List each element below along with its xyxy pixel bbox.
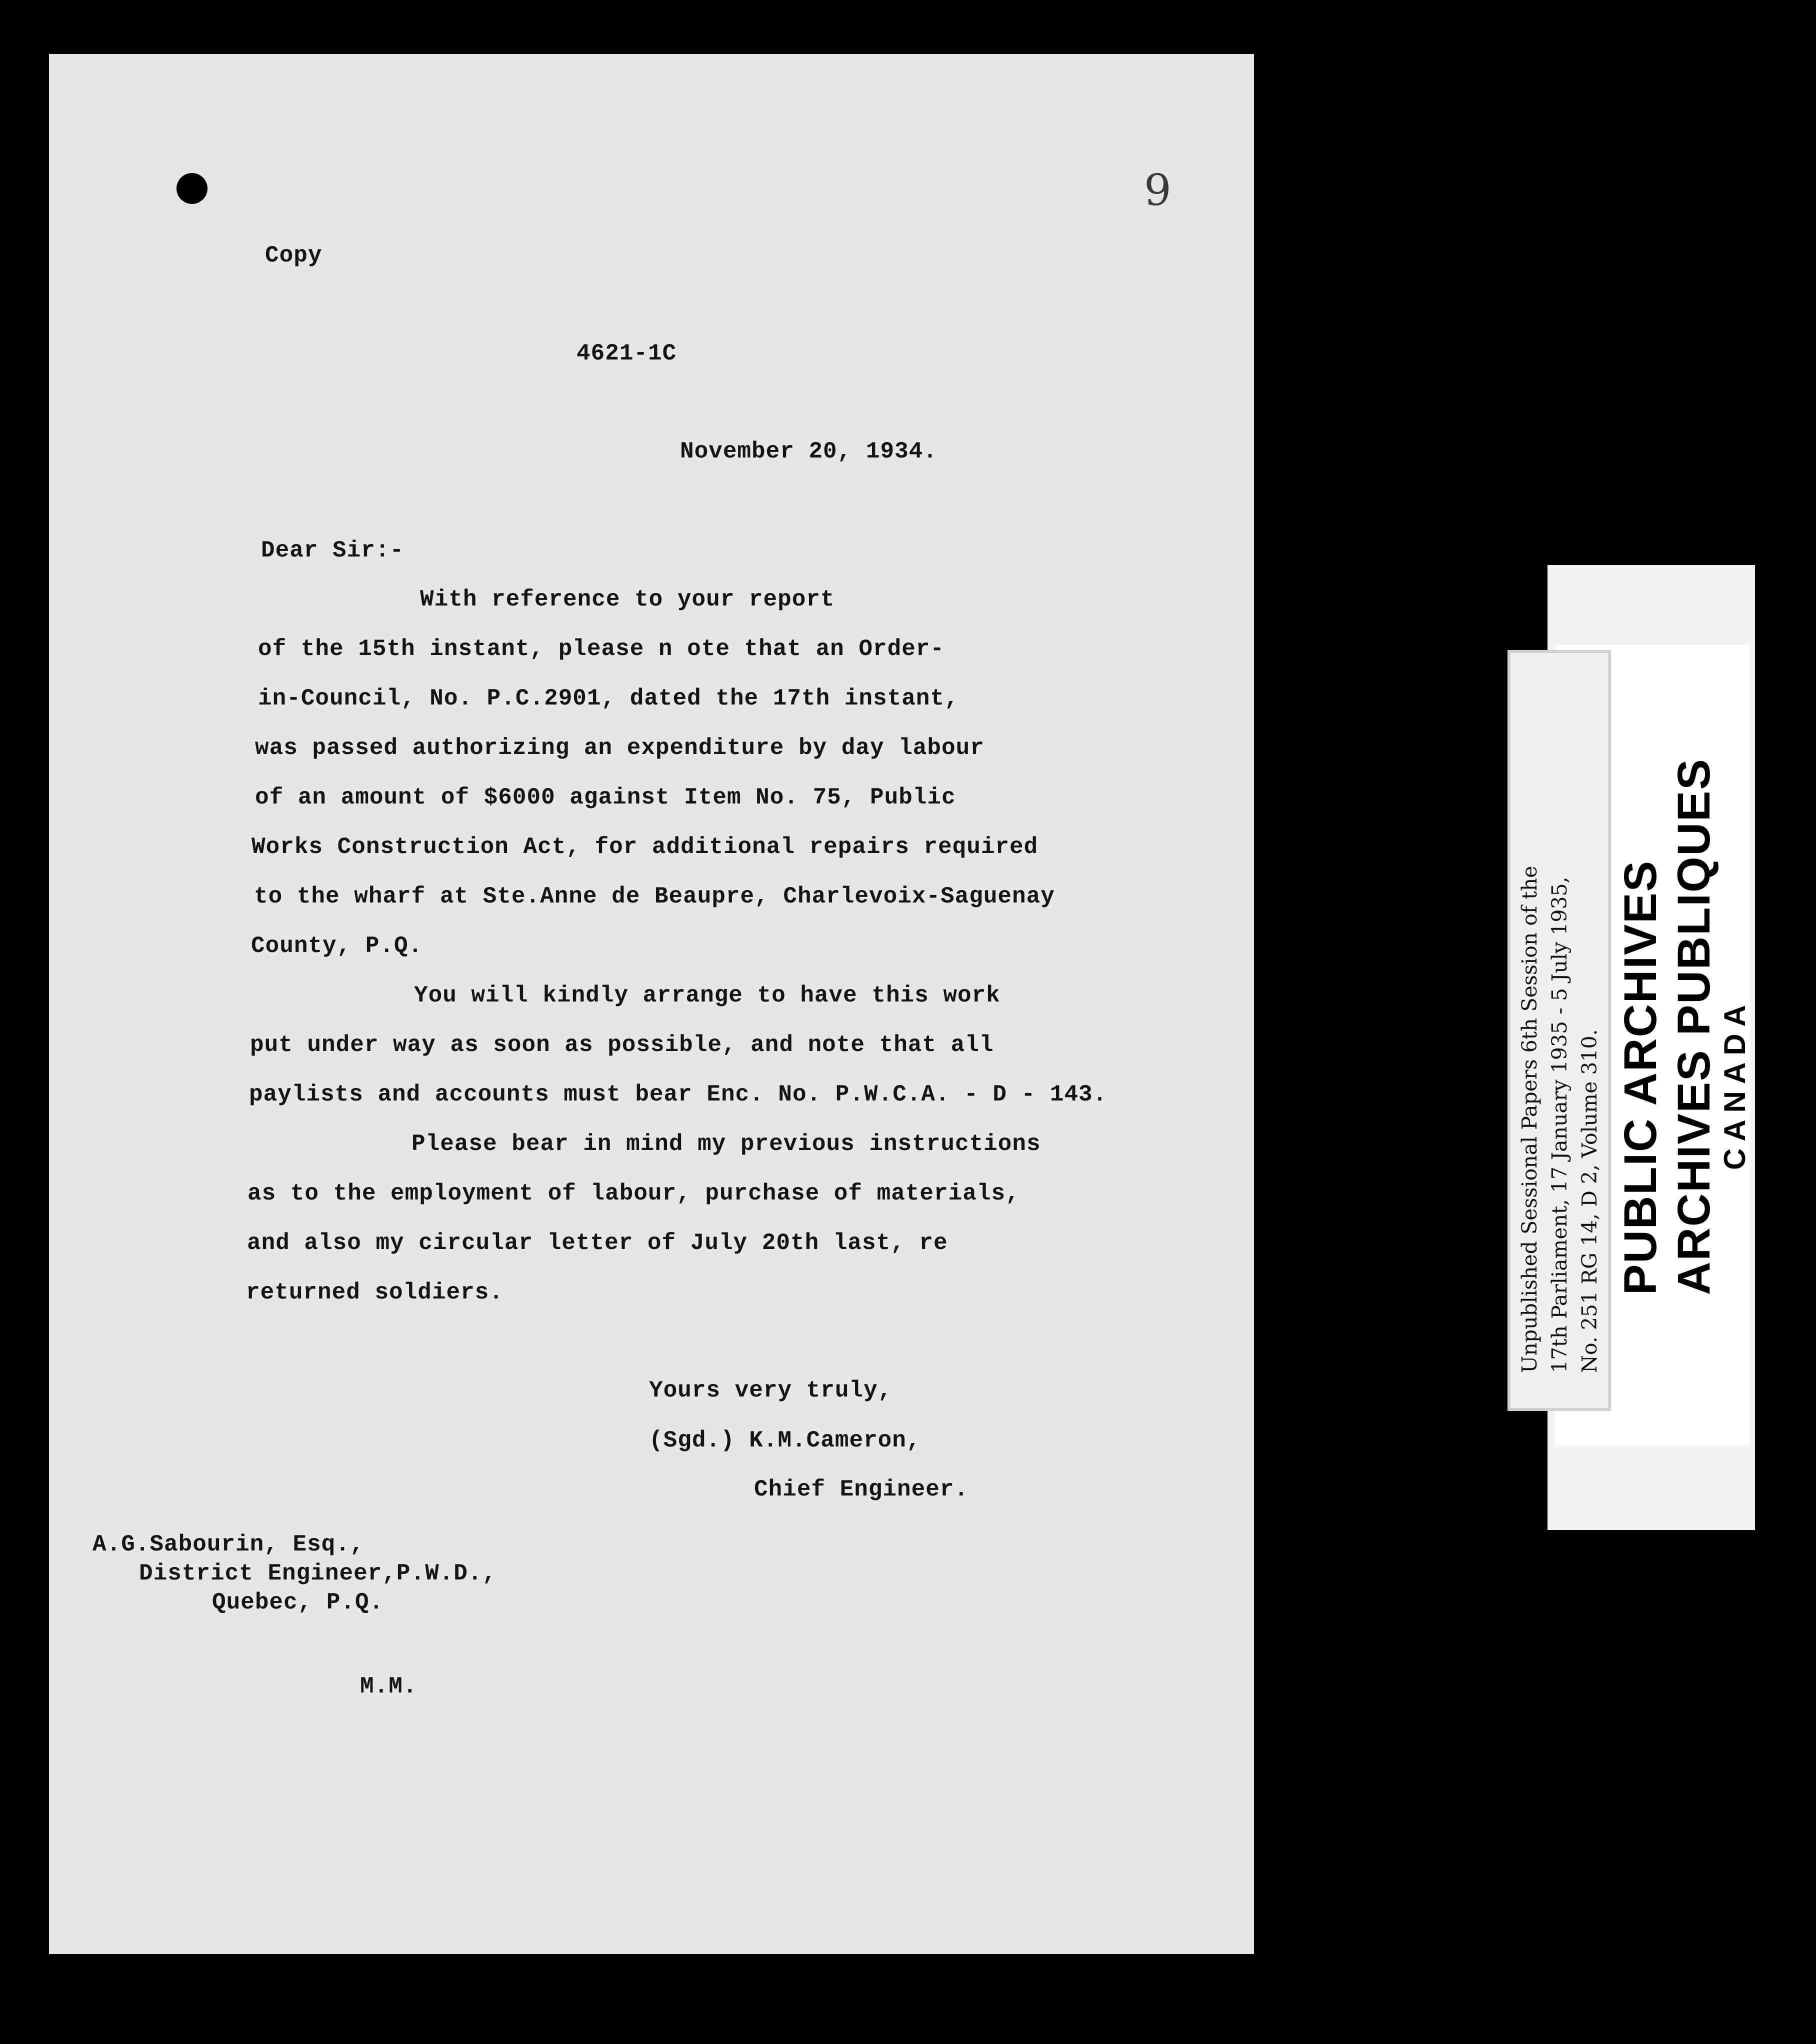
punch-hole	[176, 173, 208, 204]
copy-label: Copy	[265, 242, 322, 268]
page-number: 9	[1144, 166, 1172, 216]
body-line: as to the employment of labour, purchase of materials,	[248, 1180, 1020, 1206]
body-line: to the wharf at Ste.Anne de Beaupre, Charlevoix-Saguenay	[254, 884, 1055, 910]
typist-initials: M.M.	[360, 1674, 418, 1700]
signer-title: Chief Engineer.	[754, 1476, 969, 1502]
citation-line-3: No. 251 RG 14, D 2, Volume 310.	[1578, 1029, 1602, 1373]
addressee-title: District Engineer,P.W.D.,	[139, 1560, 497, 1586]
body-line: Works Construction Act, for additional repairs required	[252, 834, 1038, 860]
archives-line-1: PUBLIC ARCHIVES	[1615, 860, 1666, 1295]
citation-line-2: 17th Parliament, 17 January 1935 - 5 July 1935,	[1548, 876, 1572, 1373]
body-line: in-Council, No. P.C.2901, dated the 17th instant,	[258, 686, 959, 712]
body-line: was passed authorizing an expenditure by day labour	[255, 735, 984, 761]
archives-line-2: ARCHIVES PUBLIQUES	[1668, 758, 1720, 1295]
body-line: County, P.Q.	[251, 933, 423, 959]
body-line: of an amount of $6000 against Item No. 75, Public	[255, 784, 956, 810]
country-label: CANADA	[1718, 998, 1752, 1170]
body-line: of the 15th instant, please n ote that an Order-	[258, 636, 945, 662]
letter-date: November 20, 1934.	[680, 438, 938, 464]
letter-sheet	[49, 54, 1254, 1954]
body-line: With reference to your report	[420, 586, 835, 612]
file-number: 4621-1C	[576, 340, 677, 366]
closing: Yours very truly,	[649, 1378, 892, 1404]
body-line: put under way as soon as possible, and note that all	[250, 1032, 994, 1058]
body-line: and also my circular letter of July 20th last, re	[247, 1230, 948, 1256]
body-line: Please bear in mind my previous instructions	[412, 1131, 1041, 1157]
addressee-location: Quebec, P.Q.	[212, 1590, 384, 1616]
body-line: You will kindly arrange to have this work	[414, 982, 1000, 1008]
signature: (Sgd.) K.M.Cameron,	[649, 1428, 921, 1454]
citation-line-1: Unpublished Sessional Papers 6th Session of the	[1518, 866, 1542, 1373]
citation-label	[1508, 650, 1611, 1411]
addressee-name: A.G.Sabourin, Esq.,	[92, 1532, 364, 1558]
salutation: Dear Sir:-	[261, 538, 404, 564]
body-line: paylists and accounts must bear Enc. No. P.W.C.A. - D - 143.	[249, 1082, 1108, 1108]
body-line: returned soldiers.	[246, 1280, 504, 1306]
